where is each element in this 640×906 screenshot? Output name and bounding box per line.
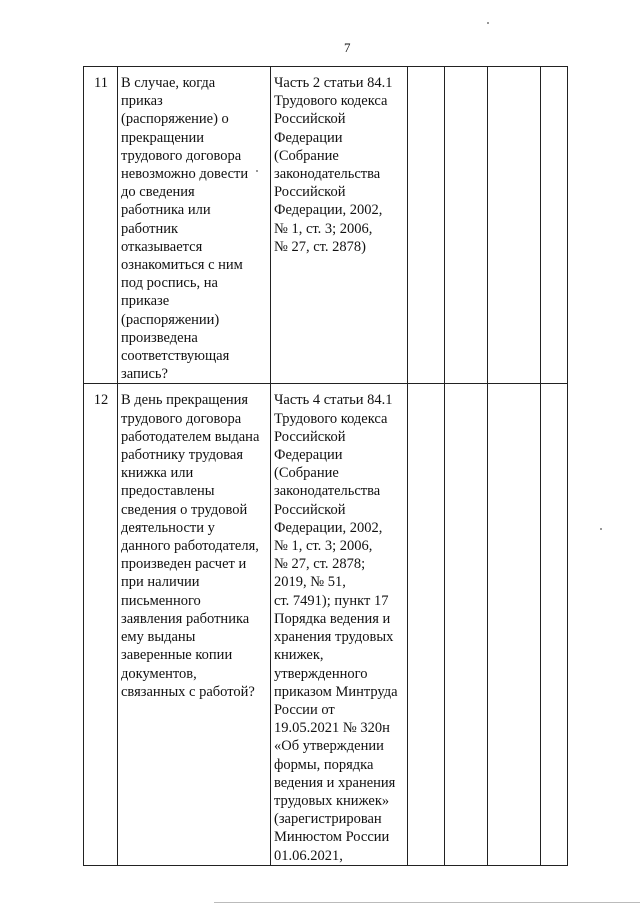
row-number: 11 bbox=[84, 67, 118, 384]
answer-cell-yes bbox=[408, 384, 445, 865]
scan-speck bbox=[600, 528, 602, 530]
scan-speck bbox=[487, 22, 489, 24]
table-row bbox=[84, 384, 568, 865]
answer-cell-no bbox=[445, 384, 488, 865]
answer-cell-not-applicable bbox=[488, 384, 541, 865]
question-cell bbox=[118, 384, 271, 865]
answer-cell-no bbox=[445, 67, 488, 384]
checklist-table bbox=[83, 66, 568, 866]
notes-cell bbox=[541, 384, 568, 865]
question-text: В случае, когда приказ (распоряжение) о прекращении трудового договора невозможно довести до сведения работника или работник отказывается ознакомиться с ним под роспись, на приказе (распоряжении) произведена соответствующая запись? bbox=[121, 75, 249, 383]
reference-cell bbox=[271, 67, 408, 384]
notes-cell bbox=[541, 67, 568, 384]
question-cell bbox=[118, 67, 271, 384]
scan-edge bbox=[214, 902, 640, 906]
answer-cell-yes bbox=[408, 67, 445, 384]
answer-cell-not-applicable bbox=[488, 67, 541, 384]
page-number: 7 bbox=[344, 40, 351, 55]
row-number: 12 bbox=[84, 384, 118, 865]
reference-text: Часть 4 статьи 84.1 Трудового кодекса Российской Федерации (Собрание законодательства Российской Федерации, 2002, № 1, ст. 3; 2006, № 27, ст. 2878; 2019, № 51, ст. 7491); пункт 17 Порядка ведения и хранения трудовых книжек, утвержденного приказом Минтруда России от 19.05.2021 № 320н «Об утверждении формы, порядка ведения и хранения трудовых книжек» (зарегистрирован Минюстом России 01.06.2021, bbox=[274, 392, 398, 864]
table-row bbox=[84, 67, 568, 384]
reference-text: Часть 2 статьи 84.1 Трудового кодекса Российской Федерации (Собрание законодательства Российской Федерации, 2002, № 1, ст. 3; 2006, № 27, ст. 2878) bbox=[274, 75, 393, 255]
reference-cell bbox=[271, 384, 408, 865]
scan-speck bbox=[256, 170, 258, 172]
question-text: В день прекращения трудового договора работодателем выдана работнику трудовая книжка или предоставлены сведения о трудовой деятельности у данного работодателя, произведен расчет и при наличии письменного заявления работника ему выданы заверенные копии документов, связанных с работой? bbox=[121, 392, 260, 700]
